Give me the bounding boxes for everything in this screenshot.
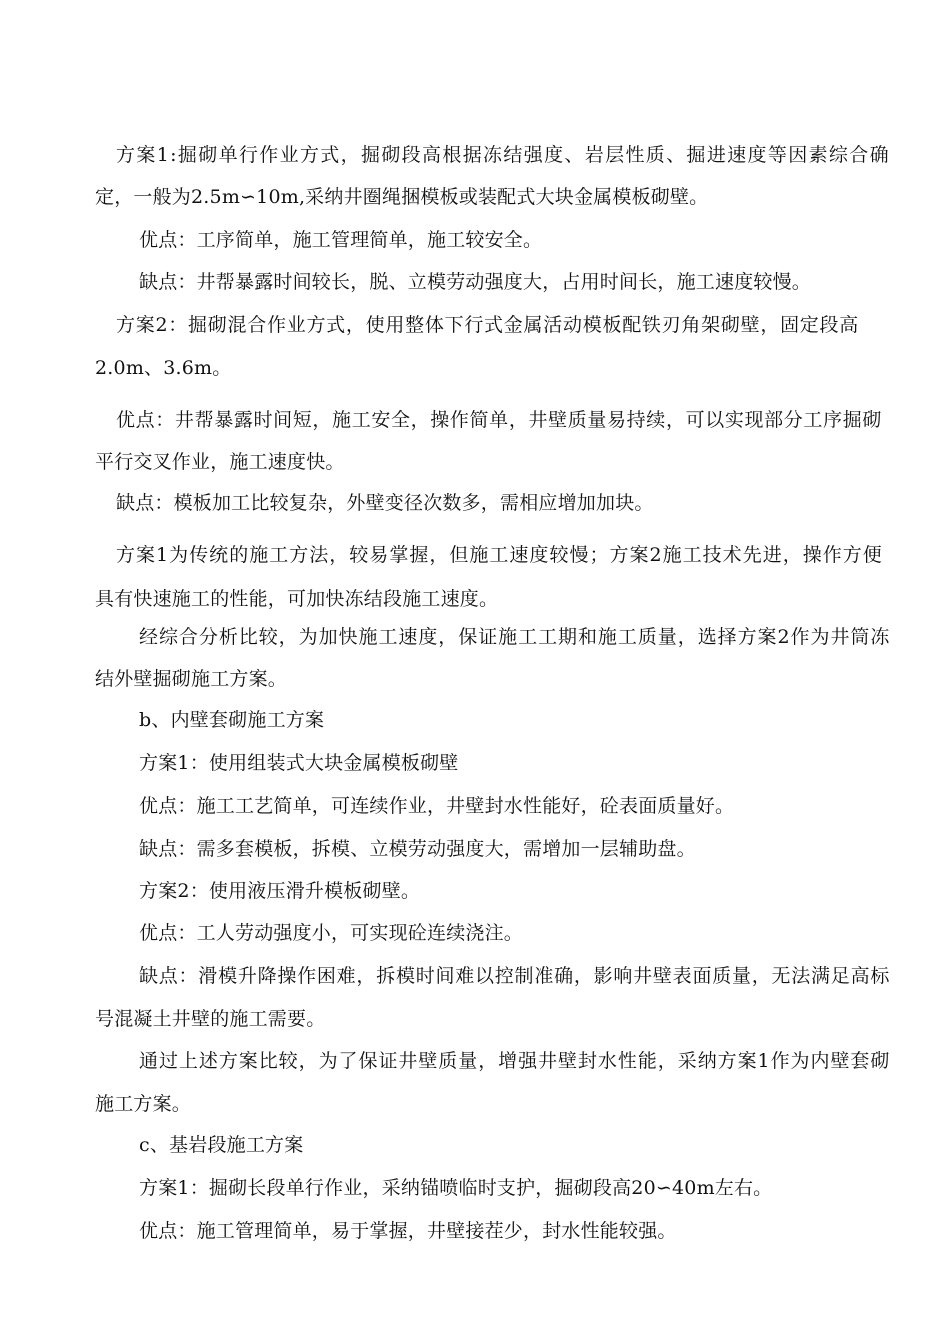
p12-line1: 缺点：需多套模板，拆模、立模劳动强度大，需增加一层辅助盘。 <box>139 838 696 860</box>
p15-line2: 号混凝土井壁的施工需要。 <box>95 1008 326 1030</box>
p4-line1: 方 案 2 ： 掘 砌 混 合 作 业 方 式 ， 使 用 整 体 下 行 式 金 属 活 动 模 板 配 铁 刃 角 架 砌 壁 ， 固 定 段 高 <box>116 314 859 336</box>
p14-line1: 优点：工人劳动强度小，可实现砼连续浇注。 <box>139 922 524 944</box>
p7-line2: 具有快速施工的性能，可加快冻结段施工速度。 <box>95 588 499 610</box>
p1-line2: 定，一般为2.5m∽10m,采纳井圈绳捆模板或装配式大块金属模板砌壁。 <box>95 186 709 208</box>
p8-line1: 经 综 合 分 析 比 较 ， 为 加 快 施 工 速 度 ， 保 证 施 工 工 期 和 施 工 质 量 ， 选 择 方 案 2 作 为 井 筒 冻 <box>139 626 890 648</box>
p19-line1: 优点：施工管理简单，易于掌握，井壁接茬少，封水性能较强。 <box>139 1220 677 1242</box>
p5-line1: 优 点 ： 井 帮 暴 露 时 间 短 ， 施 工 安 全 ， 操 作 简 单 ， 井 壁 质 量 易 持 续 ， 可 以 实 现 部 分 工 序 掘 砌 <box>116 409 882 431</box>
p16-line1: 通 过 上 述 方 案 比 较 ， 为 了 保 证 井 壁 质 量 ， 增 强 井 壁 封 水 性 能 ， 采 纳 方 案 1 作 为 内 壁 套 砌 <box>139 1050 890 1072</box>
p7-line1: 方 案 1 为 传 统 的 施 工 方 法 ， 较 易 掌 握 ， 但 施 工 速 度 较 慢 ； 方 案 2 施 工 技 术 先 进 ， 操 作 方 便 <box>116 544 882 566</box>
p8-line2: 结外壁掘砌施工方案。 <box>95 668 288 690</box>
p4-line2: 2.0m、3.6m。 <box>95 357 232 379</box>
p1-line1: 方 案 1 : 掘 砌 单 行 作 业 方 式 ， 掘 砌 段 高 根 据 冻 结 强 度 、 岩 层 性 质 、 掘 进 速 度 等 因 素 综 合 确 <box>116 144 889 166</box>
p5-line2: 平行交叉作业，施工速度快。 <box>95 451 345 473</box>
section-c-heading: c、基岩段施工方案 <box>139 1134 304 1156</box>
p15-line1: 缺 点 ： 滑 模 升 降 操 作 困 难 ， 拆 模 时 间 难 以 控 制 准 确 ， 影 响 井 壁 表 面 质 量 ， 无 法 满 足 高 标 <box>139 965 890 987</box>
p13-line1: 方案2：使用液压滑升模板砌壁。 <box>139 880 421 902</box>
p18-line1: 方案1：掘砌长段单行作业，采纳锚喷临时支护，掘砌段高20∽40m左右。 <box>139 1177 773 1199</box>
p3-line1: 缺点：井帮暴露时间较长，脱、立模劳动强度大，占用时间长，施工速度较慢。 <box>139 271 812 293</box>
section-b-heading: b、内壁套砌施工方案 <box>139 709 325 731</box>
p10-line1: 方案1：使用组装式大块金属模板砌壁 <box>139 752 459 774</box>
p16-line2: 施工方案。 <box>95 1093 192 1115</box>
p6-line1: 缺点：模板加工比较复杂，外壁变径次数多，需相应增加加块。 <box>116 492 654 514</box>
p11-line1: 优点：施工工艺简单，可连续作业，井壁封水性能好，砼表面质量好。 <box>139 795 735 817</box>
p2-line1: 优点：工序简单，施工管理简单，施工较安全。 <box>139 229 543 251</box>
